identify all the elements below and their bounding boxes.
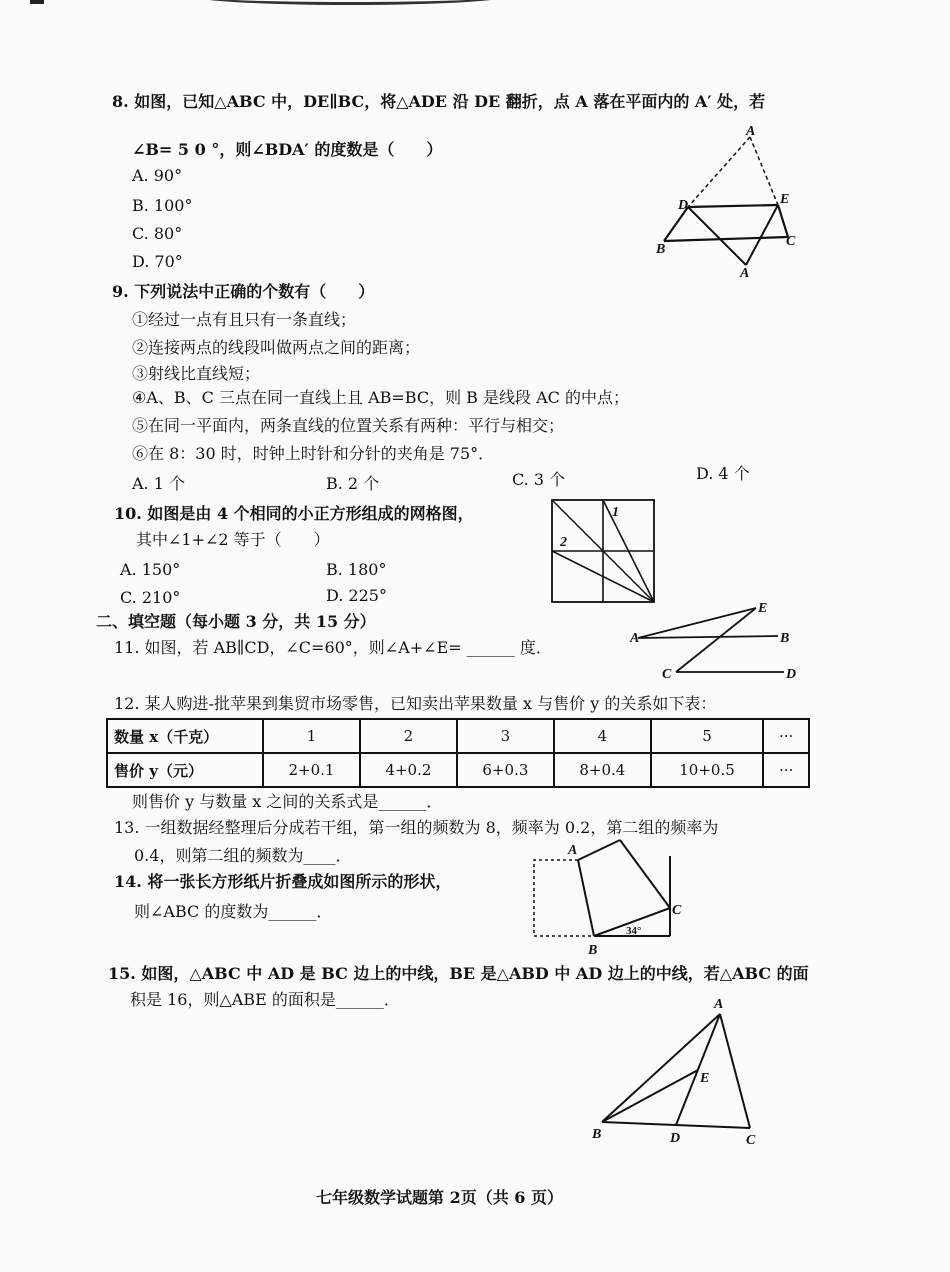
q9-option-b: B. 2 个	[326, 474, 380, 493]
table-row	[107, 719, 809, 753]
q11-text: 11. 如图，若 AB∥CD，∠C=60°，则∠A+∠E= ______ 度．	[114, 638, 552, 657]
q14-figure	[530, 836, 690, 958]
q9-stem: 9. 下列说法中正确的个数有（ ）	[112, 282, 375, 301]
q8-stem-line1: 8. 如图，已知△ABC 中，DE∥BC，将△ADE 沿 DE 翻折，点 A 落在平面内的 A′ 处，若	[112, 92, 766, 111]
scan-artifact-corner	[30, 0, 44, 4]
q15-stem-line2: 积是 16，则△ABE 的面积是______．	[130, 990, 400, 1009]
q15-label-D: D	[670, 1131, 681, 1146]
q13-stem-line2: 0.4，则第二组的频数为____．	[134, 846, 352, 865]
q9-option-a: A. 1 个	[132, 474, 185, 493]
q15-label-A: A	[714, 997, 724, 1012]
q12-table	[106, 718, 810, 788]
q14-label-C: C	[672, 903, 682, 918]
q8-line-DE	[688, 205, 778, 207]
q8-figure	[650, 125, 810, 285]
q10-option-c: C. 210°	[120, 588, 181, 607]
q15-line-AC	[720, 1014, 750, 1128]
q9-statement-6: ⑥在 8：30 时，时钟上时针和分针的夹角是 75°．	[132, 444, 495, 463]
q9-statement-3: ③射线比直线短；	[132, 364, 261, 383]
q14-label-A: A	[568, 843, 578, 858]
table-cell: 售价 y（元）	[107, 753, 263, 787]
q11-line-AB	[638, 636, 778, 638]
q14-line-right	[620, 840, 670, 908]
q8-line-DA2	[688, 207, 746, 265]
q11-figure	[628, 600, 808, 684]
q8-line-BC	[664, 237, 788, 241]
table-cell: ···	[763, 719, 809, 753]
q9-option-d: D. 4 个	[696, 464, 750, 483]
section2-title: 二、填空题（每小题 3 分，共 15 分）	[96, 612, 376, 631]
table-cell: 数量 x（千克）	[107, 719, 263, 753]
q8-option-a: A. 90°	[132, 166, 183, 185]
q8-stem-line2: ∠B= 5 0 °，则∠BDA′ 的度数是（ ）	[132, 140, 443, 159]
q10-option-b: B. 180°	[326, 560, 387, 579]
q15-line-AD	[676, 1014, 720, 1125]
q8-label-A-prime: A	[740, 266, 750, 281]
q8-option-c: C. 80°	[132, 224, 183, 243]
table-cell: 2	[360, 719, 457, 753]
q8-dashed-AE	[750, 137, 778, 205]
q15-stem-line1: 15. 如图，△ABC 中 AD 是 BC 边上的中线，BE 是△ABD 中 AD 边上的中线，若△ABC 的面	[108, 964, 809, 983]
q8-option-b: B. 100°	[132, 196, 193, 215]
q15-label-C: C	[746, 1133, 756, 1148]
q8-label-E: E	[780, 192, 790, 207]
q9-statement-5: ⑤在同一平面内，两条直线的位置关系有两种：平行与相交；	[132, 416, 565, 435]
table-cell: 2+0.1	[263, 753, 360, 787]
q8-label-A: A	[746, 124, 756, 139]
q15-line-AB	[602, 1014, 720, 1122]
q9-statement-4: ④A、B、C 三点在同一直线上且 AB=BC，则 B 是线段 AC 的中点；	[132, 388, 629, 407]
q14-angle-label: 34°	[626, 925, 642, 937]
table-cell: 6+0.3	[457, 753, 554, 787]
q9-statement-1: ①经过一点有且只有一条直线；	[132, 310, 357, 329]
q10-option-d: D. 225°	[326, 586, 387, 605]
q8-label-B: B	[656, 242, 666, 257]
q9-option-c: C. 3 个	[512, 470, 566, 489]
q10-stem-line2: 其中∠1+∠2 等于（ ）	[136, 530, 330, 549]
q14-label-B: B	[588, 943, 598, 958]
q11-label-A: A	[630, 631, 640, 646]
table-cell: 3	[457, 719, 554, 753]
q8-line-EC	[778, 205, 788, 237]
table-cell: 8+0.4	[554, 753, 651, 787]
q12-stem: 12. 某人购进-批苹果到集贸市场零售，已知卖出苹果数量 x 与售价 y 的关系如下表：	[114, 694, 717, 713]
q11-label-C: C	[662, 667, 672, 682]
q11-label-E: E	[758, 601, 768, 616]
q10-label-2: 2	[560, 535, 567, 550]
q11-label-D: D	[786, 667, 797, 682]
q15-label-E: E	[700, 1071, 710, 1086]
q9-statement-2: ②连接两点的线段叫做两点之间的距离；	[132, 338, 421, 357]
q10-stem-line1: 10. 如图是由 4 个相同的小正方形组成的网格图，	[114, 504, 474, 523]
q8-label-C: C	[786, 234, 796, 249]
table-cell: 1	[263, 719, 360, 753]
q8-option-d: D. 70°	[132, 252, 183, 271]
table-cell: 5	[651, 719, 763, 753]
table-cell: 4	[554, 719, 651, 753]
q15-figure	[588, 996, 768, 1146]
q14-stem-line1: 14. 将一张长方形纸片折叠成如图所示的形状，	[114, 872, 452, 891]
table-cell: ···	[763, 753, 809, 787]
q12-after-text: 则售价 y 与数量 x 之间的关系式是______．	[132, 792, 443, 811]
q10-figure	[548, 498, 660, 608]
q15-label-B: B	[592, 1127, 602, 1142]
q14-stem-line2: 则∠ABC 的度数为______．	[134, 902, 333, 921]
q8-label-D: D	[678, 198, 689, 213]
scan-artifact	[190, 0, 510, 5]
table-cell: 4+0.2	[360, 753, 457, 787]
table-cell: 10+0.5	[651, 753, 763, 787]
q11-label-B: B	[780, 631, 790, 646]
q8-dashed-AD	[688, 137, 750, 207]
q10-option-a: A. 150°	[120, 560, 181, 579]
q8-line-EA2	[746, 205, 778, 265]
q14-line-AB	[578, 860, 594, 936]
q14-line-top	[578, 840, 620, 860]
q10-label-1: 1	[612, 505, 619, 520]
q13-stem-line1: 13. 一组数据经整理后分成若干组，第一组的频数为 8，频率为 0.2，第二组的频率为	[114, 818, 719, 837]
page-footer: 七年级数学试题第 2页（共 6 页）	[316, 1188, 563, 1207]
table-row	[107, 753, 809, 787]
